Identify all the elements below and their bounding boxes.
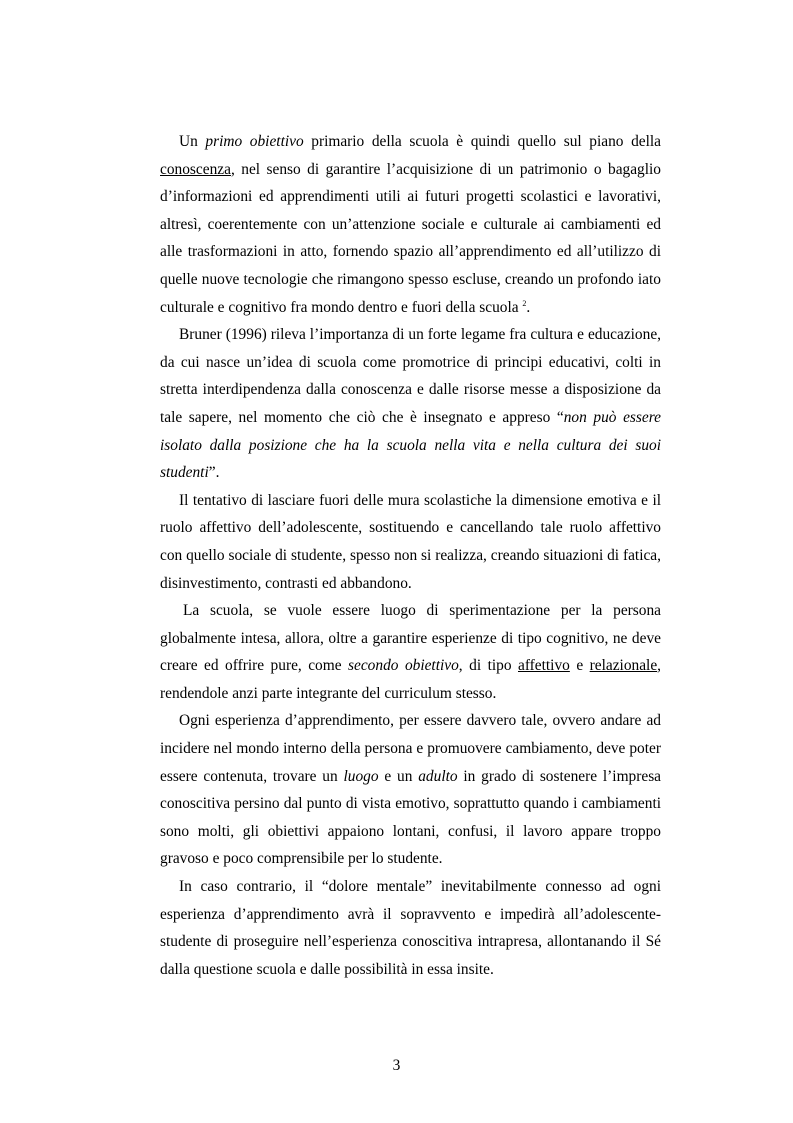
text-run: , rendendole anzi parte integrante del curriculum stesso.	[160, 657, 662, 702]
text-run: Un	[179, 133, 206, 150]
text-run: in grado di sostenere l’impresa conoscitiva persino dal punto di vista emotivo, soprattutto quando i cambiamenti sono molti, gli obiettivi appaiono lontani, confusi, il lavoro appare troppo gravoso e poco comprensibile per lo studente.	[160, 767, 662, 868]
paragraph-tentativo	[160, 487, 661, 597]
footnote-reference: 2	[522, 298, 527, 308]
emphasis-luogo: luogo	[343, 767, 379, 785]
text-run: La scuola, se vuole essere luogo di sperimentazione per la persona globalmente intesa, allora, oltre a garantire esperienze di tipo cognitivo, ne deve creare ed offrire pure, come	[160, 602, 661, 675]
text-run: , nel senso di garantire l’acquisizione di un patrimonio o bagaglio d’informazioni ed apprendimenti utili ai futuri progetti scolastici e lavorativi, altresì, coerentemente con un’attenzione sociale e culturale ai cambiamenti ed alle trasformazioni in atto, fornendo spazio all’apprendimento ed all’utilizzo di quelle nuove tecnologie che rimangono spesso escluse, creando un profondo iato culturale e cognitivo fra mondo dentro e fuori della scuola	[160, 160, 661, 316]
text-run: e un	[378, 767, 419, 785]
paragraph-caso-contrario	[160, 873, 661, 983]
underlined-conoscenza: conoscenza	[160, 160, 231, 178]
text-run: In caso contrario, il “dolore mentale” inevitabilmente connesso ad ogni esperienza d’apprendimento avrà il sopravvento e impedirà all’adolescente-studente di proseguire nell’esperienza conoscitiva intrapresa, allontanando il Sé dalla questione scuola e dalle possibilità in essa insite.	[160, 878, 661, 978]
text-run: primario della scuola è quindi quello sul piano della	[303, 133, 661, 150]
text-run: , di tipo	[458, 657, 518, 675]
emphasis-secondo-obiettivo: secondo obiettivo	[348, 657, 459, 675]
quotation-bruner: non può essere isolato dalla posizione che ha la scuola nella vita e nella cultura dei suoi studenti	[160, 408, 661, 482]
document-body	[160, 128, 661, 983]
text-run: ”.	[208, 464, 220, 482]
text-run: .	[526, 298, 531, 316]
paragraph-secondo-obiettivo	[160, 597, 661, 707]
paragraph-bruner	[160, 321, 661, 487]
paragraph-primo-obiettivo	[160, 128, 661, 321]
paragraph-esperienza	[160, 707, 661, 873]
text-run: e	[569, 657, 590, 675]
emphasis-adulto: adulto	[418, 767, 458, 785]
text-run: Il tentativo di lasciare fuori delle mura scolastiche la dimensione emotiva e il ruolo affettivo dell’adolescente, sostituendo e cancellando tale ruolo affettivo con quello sociale di studente, spesso non si realizza, creando situazioni di fatica, disinvestimento, contrasti ed abbandono.	[160, 491, 661, 592]
text-run: Ogni esperienza d’apprendimento, per essere davvero tale, ovvero andare ad incidere nel mondo interno della persona e promuovere cambiamento, deve poter essere contenuta, trovare un	[160, 712, 661, 785]
underlined-relazionale: relazionale	[589, 657, 658, 675]
underlined-affettivo: affettivo	[518, 657, 570, 675]
text-run: Bruner (1996) rileva l’importanza di un forte legame fra cultura e educazione, da cui nasce un’idea di scuola come promotrice di principi educativi, colti in stretta interdipendenza dalla conoscenza e dalle risorse messe a disposizione da tale sapere, nel momento che ciò che è insegnato e appreso “	[160, 326, 661, 426]
emphasis-primo-obiettivo: primo obiettivo	[205, 133, 304, 150]
page-number: 3	[392, 1057, 401, 1074]
